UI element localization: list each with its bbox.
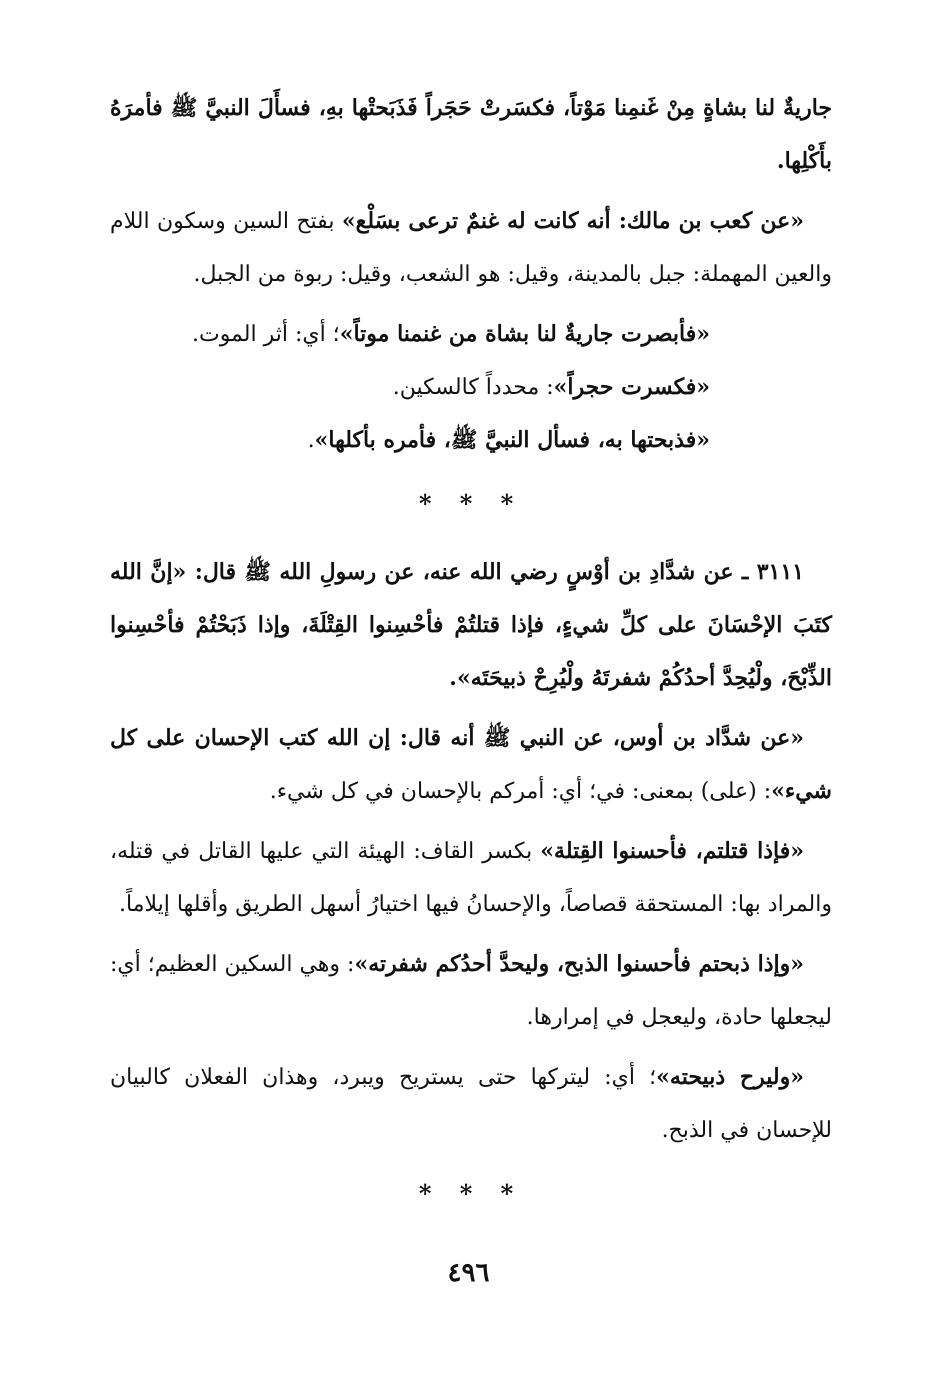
paragraph-hadith-continuation — [110, 82, 832, 188]
paragraph-commentary-qitla — [110, 825, 832, 931]
commentary-text: ؛ أي: ليتركها حتى يستريح ويبرد، وهذان الفعلان كالبيان للإحسان في الذبح. — [110, 1065, 832, 1143]
quoted-phrase: «فإذا قتلتم، فأحسنوا القِتلة» — [540, 838, 804, 864]
section-separator: * * * — [418, 489, 524, 518]
quoted-phrase: «فأبصرت جاريةٌ لنا بشاة من غنمنا موتاً» — [339, 321, 710, 347]
paragraph-commentary-hajar — [110, 361, 832, 414]
commentary-text: : محدداً كالسكين. — [392, 375, 554, 400]
commentary-text: : (على) بمعنى: في؛ أي: أمركم بالإحسان في كل شيء. — [269, 779, 772, 804]
paragraph-commentary-jariya — [110, 308, 832, 361]
hadith-text: ٣١١١ ـ عن شدَّادِ بن أوْسٍ رضي الله عنه، عن رسولِ الله ﷺ قال: «إنَّ الله كتَبَ الإحْسَانَ على كلِّ شيءٍ، فإذا قتلتُمْ فأحْسِنوا القِتْلَةَ، وإذا ذَبَحْتُمْ فأحْسِنوا الذِّبْحَ، ولْيُحِدَّ أحدُكُمْ شفرتَهُ ولْيُرِحْ ذبيحَتَه». — [110, 559, 832, 691]
paragraph-commentary-shaddad — [110, 712, 832, 818]
paragraph-hadith-3111 — [110, 546, 832, 705]
commentary-text: بفتح السين وسكون اللام والعين المهملة: جبل بالمدينة، وقيل: هو الشعب، وقيل: ربوة من الجبل. — [110, 209, 832, 287]
quoted-phrase: «عن كعب بن مالك: أنه كانت له غنمٌ ترعى بسَلْع» — [341, 208, 805, 234]
commentary-text: ؛ أي: أثر الموت. — [191, 322, 340, 347]
commentary-text: بكسر القاف: الهيئة التي عليها القاتل في قتله، والمراد بها: المستحقة قصاصاً، والإحسانُ فيها اختيارُ أسهل الطريق وأقلها إيلاماً. — [110, 839, 832, 917]
page-number: ٤٩٦ — [447, 1258, 490, 1288]
quoted-phrase: «وليرح ذبيحته» — [656, 1064, 804, 1090]
quoted-phrase: «فكسرت حجراً» — [553, 374, 710, 400]
quoted-phrase: «فذبحتها به، فسأل النبيَّ ﷺ، فأمره بأكلها» — [314, 427, 710, 453]
section-separator-end: * * * — [418, 1179, 524, 1208]
paragraph-commentary-dhabh — [110, 414, 832, 467]
quoted-phrase: «عن شدَّاد بن أوس، عن النبي ﷺ أنه قال: إن الله كتب الإحسان على كل شيء» — [110, 725, 832, 804]
paragraph-commentary-yurih — [110, 1051, 832, 1157]
quoted-phrase: «وإذا ذبحتم فأحسنوا الذبح، وليحدَّ أحدُكم شفرته» — [354, 951, 805, 977]
commentary-text: : وهي السكين العظيم؛ أي: ليجعلها حادة، وليعجل في إمرارها. — [110, 952, 832, 1030]
commentary-text: . — [307, 428, 315, 453]
paragraph-commentary-kaab — [110, 195, 832, 301]
page-body — [110, 82, 832, 1236]
paragraph-commentary-shafra — [110, 938, 832, 1044]
hadith-text: جاريةٌ لنا بشاةٍ مِنْ غَنمِنا مَوْتاً، فكسَرتْ حَجَراً فَذَبَحتْها بهِ، فسأَلَ النبيَّ ﷺ فأمرَهُ بأَكْلِها. — [110, 95, 832, 174]
